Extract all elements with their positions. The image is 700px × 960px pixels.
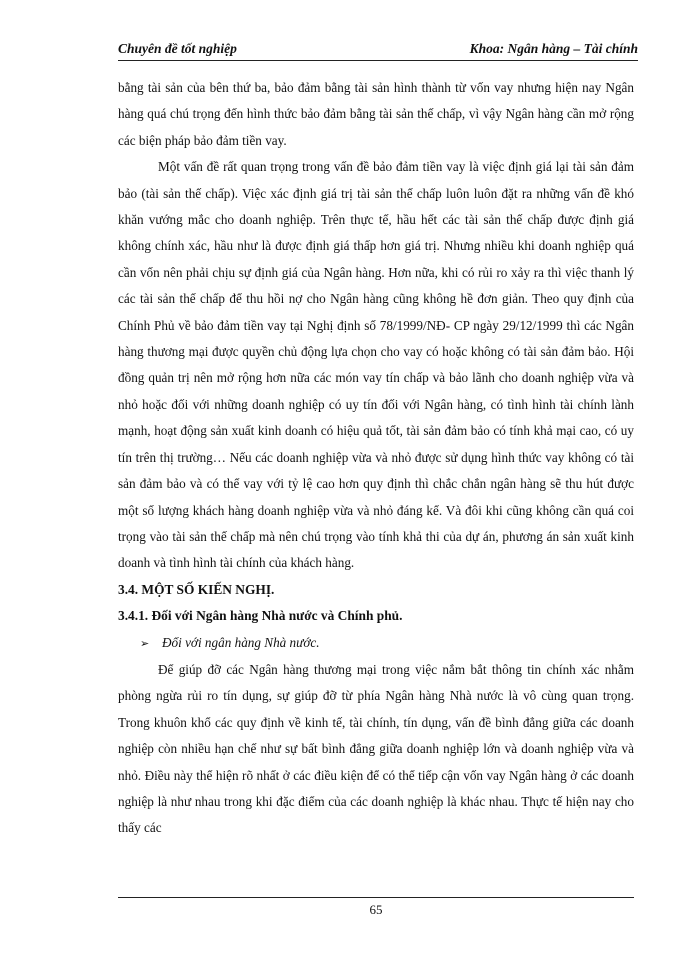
subsection-heading: 3.4.1. Đối với Ngân hàng Nhà nước và Chính phủ. [118, 608, 403, 624]
arrow-bullet-icon: ➢ [140, 637, 150, 650]
page-number: 65 [369, 902, 383, 917]
section-heading: 3.4. MỘT SỐ KIẾN NGHỊ. [118, 581, 275, 597]
footer-divider [118, 897, 634, 898]
paragraph-1: bằng tài sản của bên thứ ba, bảo đảm bằng tài sản hình thành từ vốn vay nhưng hiện nay Ngân hàng quá chú trọng đến hình thức bảo đảm bằng tài sản thế chấp, vì vậy Ngân hàng cần mở rộng các biện pháp bảo đảm tiền vay. [118, 80, 634, 148]
bullet-item [118, 630, 634, 657]
bullet-text: Đối với ngân hàng Nhà nước. [162, 634, 320, 650]
header-document-title: Chuyên đề tốt nghiệp [118, 41, 237, 56]
page-header [118, 38, 638, 61]
paragraph-3: Để giúp đỡ các Ngân hàng thương mại trong việc nắm bắt thông tin chính xác nhằm phòng ngừa rủi ro tín dụng, sự giúp đỡ từ phía Ngân hàng Nhà nước là vô cùng quan trọng. Trong khuôn khổ các quy định về kinh tế, tài chính, tín dụng, vấn đề bình đẳng giữa các doanh nghiệp còn nhiều hạn chế như sự bất bình đẳng giữa doanh nghiệp lớn và doanh nghiệp vừa và nhỏ. Điều này thể hiện rõ nhất ở các điều kiện để có thể tiếp cận vốn vay Ngân hàng ở các doanh nghiệp là như nhau trong khi đặc điểm của các doanh nghiệp là khác nhau. Thực tế hiện nay cho thấy các [118, 661, 634, 836]
page-content [118, 75, 634, 842]
paragraph-2: Một vấn đề rất quan trọng trong vấn đề bảo đảm tiền vay là việc định giá lại tài sản đảm bảo (tài sản thế chấp). Việc xác định giá trị tài sản thế chấp luôn luôn đặt ra những vấn đề khó khăn vướng mắc cho doanh nghiệp. Trên thực tế, hầu hết các tài sản thế chấp được định giá không chính xác, hầu như là được định giá thấp hơn giá trị. Nhưng nhiều khi doanh nghiệp quá cần vốn nên phải chịu sự định giá của Ngân hàng. Hơn nữa, khi có rủi ro xảy ra thì việc thanh lý các tài sản thế chấp để thu hồi nợ cho Ngân hàng cũng không hề đơn giản. Theo quy định của Chính Phủ về bảo đảm tiền vay tại Nghị định số 78/1999/NĐ- CP ngày 29/12/1999 thì các Ngân hàng thương mại được quyền chủ động lựa chọn cho vay có hoặc không có tài sản đảm bảo. Hội đồng quản trị nên mở rộng hơn nữa các món vay tín chấp và bảo lãnh cho doanh nghiệp vừa và nhỏ hoặc đối với những doanh nghiệp có uy tín đối với Ngân hàng, có tình hình tài chính lành mạnh, hoạt động sản xuất kinh doanh có hiệu quả tốt, tài sản đảm bảo có tính khả mại cao, có uy tín trên thị trường… Nếu các doanh nghiệp vừa và nhỏ được sử dụng hình thức vay không có tài sản đảm bảo và có thể vay với tỷ lệ cao hơn quy định thì chắc chắn ngân hàng sẽ thu hút được một số lượng khách hàng doanh nghiệp vừa và nhỏ đáng kể. Và đôi khi cũng không cần quá coi trọng vào tài sản thế chấp mà nên chú trọng vào tính khả thi của dự án, phương án sản xuất kinh doanh và tình hình tài chính của khách hàng. [118, 159, 634, 571]
header-faculty: Khoa: Ngân hàng – Tài chính [469, 41, 638, 56]
